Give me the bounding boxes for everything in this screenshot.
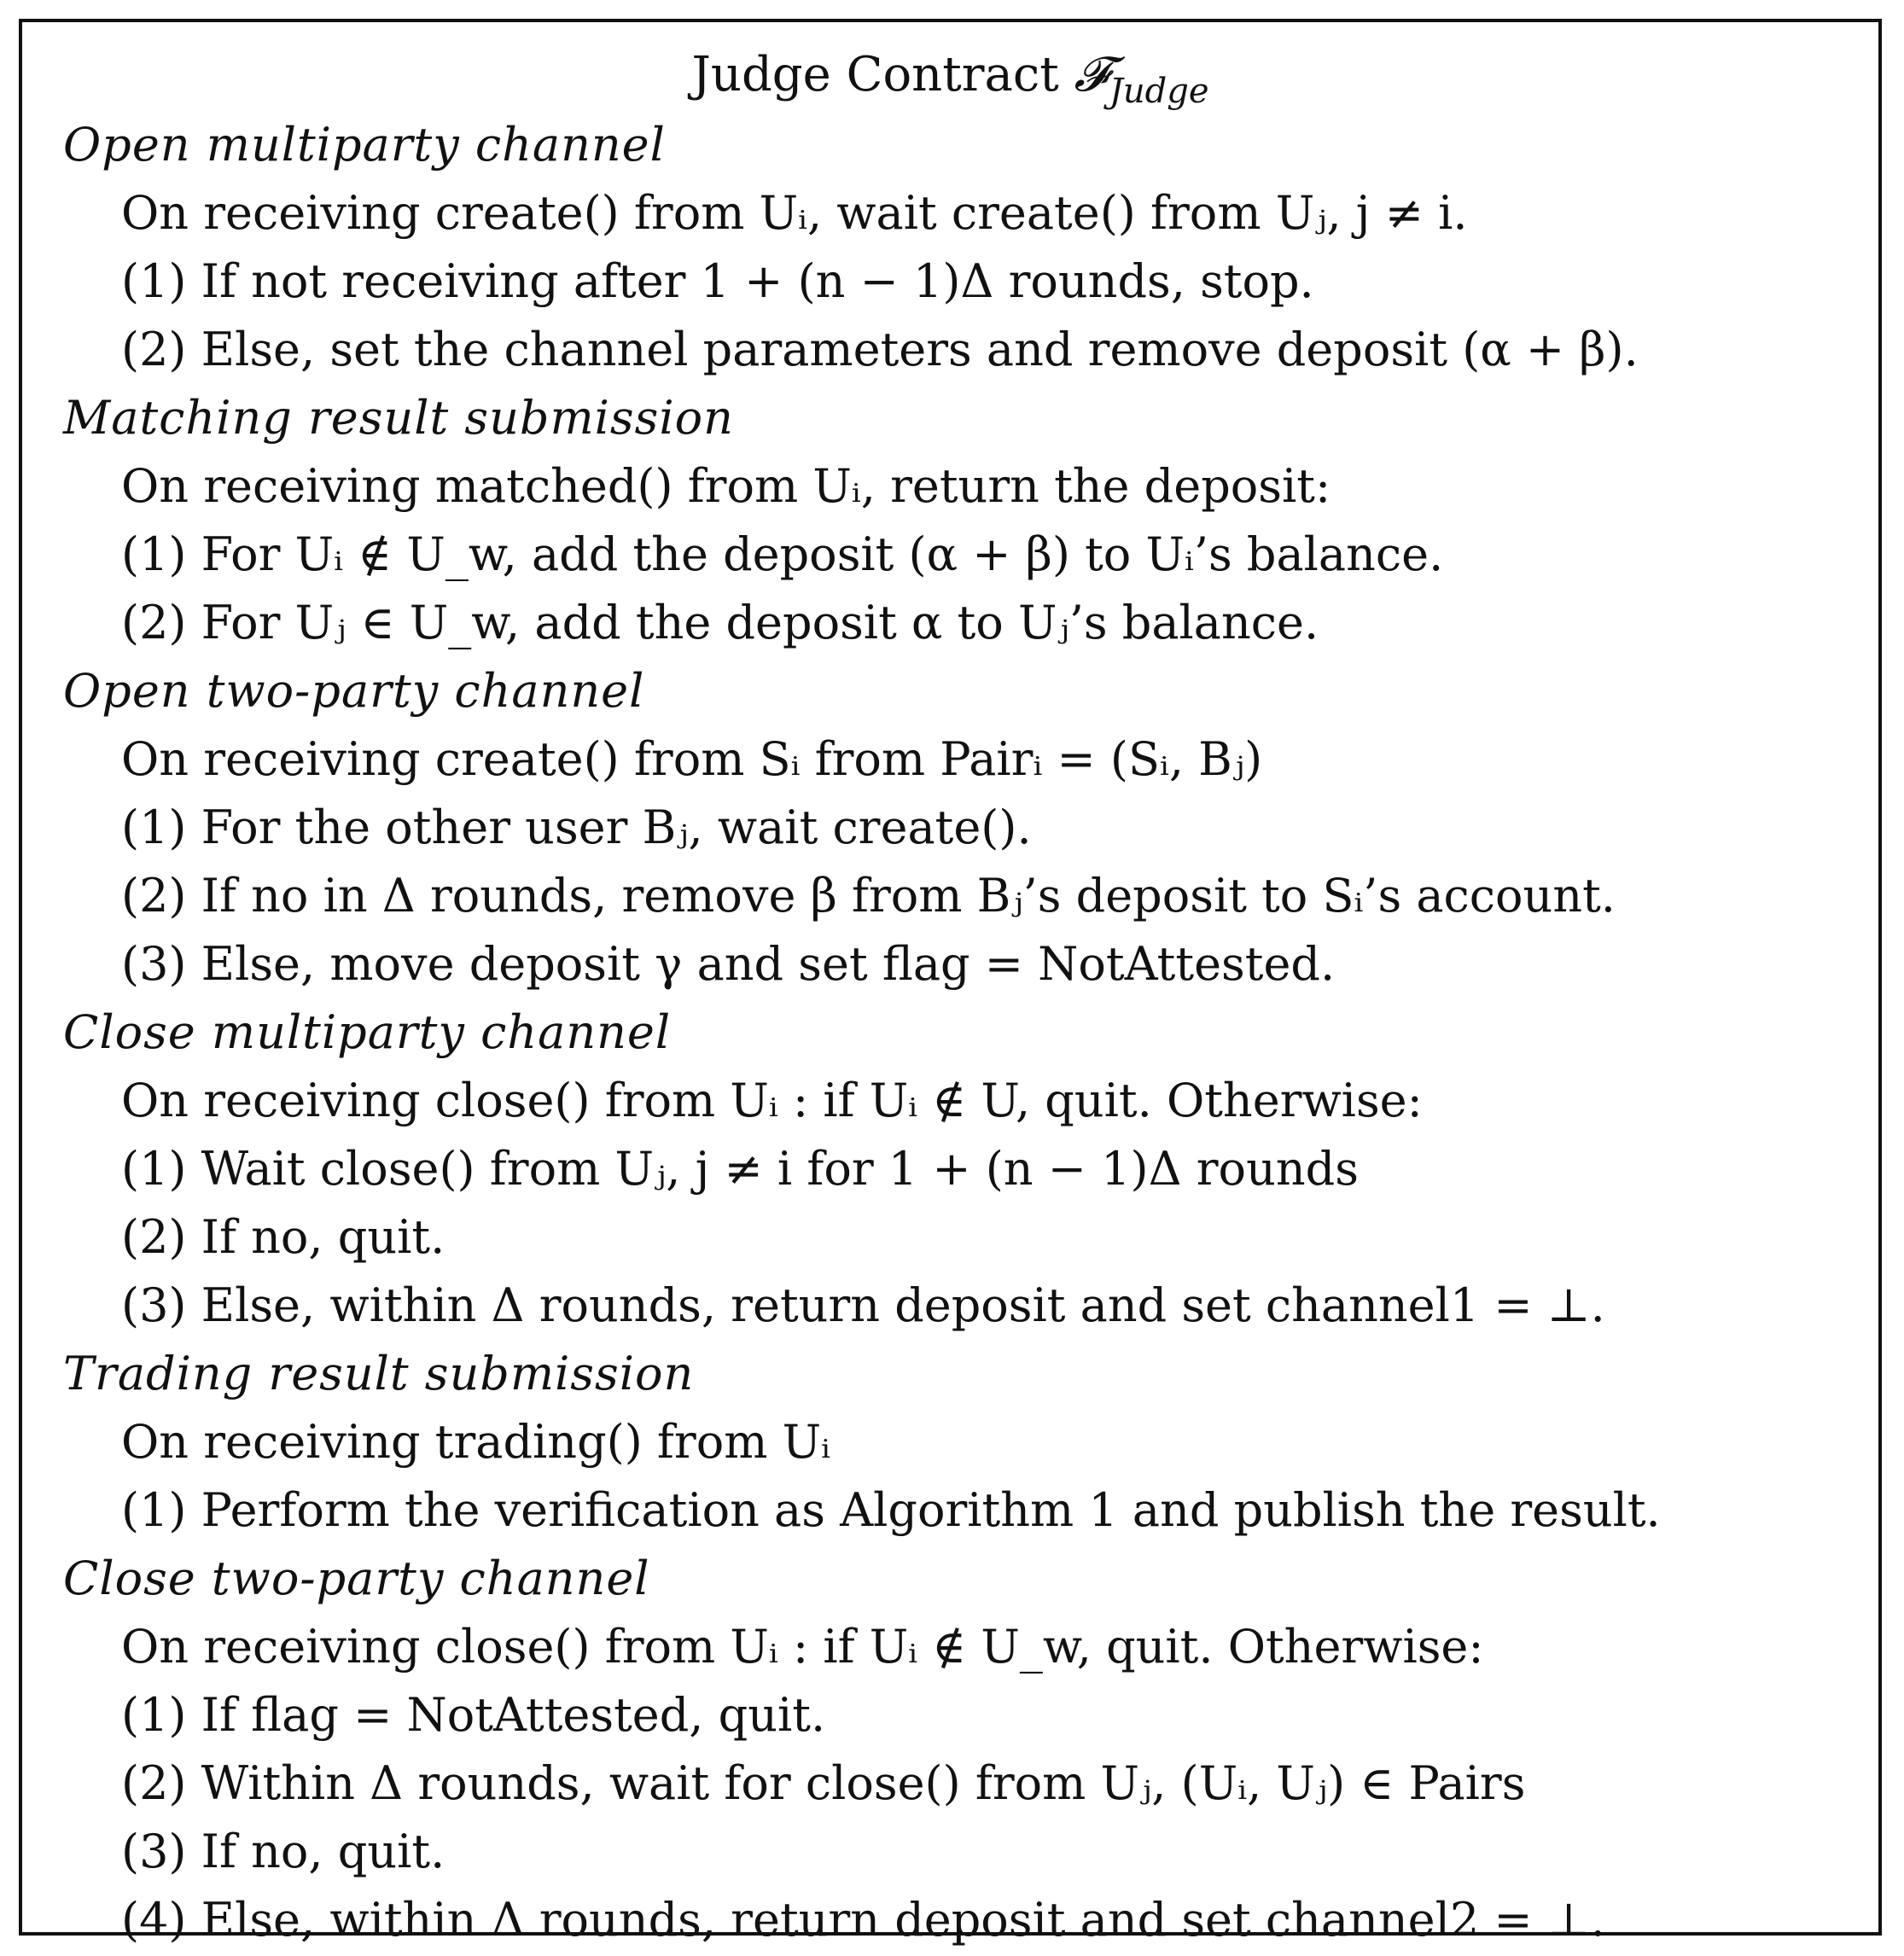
step-line: On receiving trading() from Uᵢ (121, 1415, 830, 1469)
step-line: (1) For Uᵢ ∉ U_w, add the deposit (α + β) to Uᵢ’s balance. (121, 527, 1444, 581)
step-line: (2) Else, set the channel parameters and remove deposit (α + β). (121, 323, 1639, 376)
step-line: (2) For Uⱼ ∈ U_w, add the deposit α to Uⱼ’s balance. (121, 596, 1319, 649)
section-heading: Matching result submission (63, 391, 734, 445)
title-subscript: Judge (1109, 72, 1209, 111)
step-line: (1) If flag = NotAttested, quit. (121, 1688, 826, 1742)
section-heading: Close multiparty channel (63, 1005, 672, 1059)
step-line: (1) If not receiving after 1 + (n − 1)Δ rounds, stop. (121, 254, 1314, 308)
step-line: (3) Else, within Δ rounds, return deposit and set channel1 = ⊥. (121, 1278, 1605, 1332)
step-line: On receiving matched() from Uᵢ, return the deposit: (121, 459, 1331, 513)
step-line: On receiving create() from Uᵢ, wait create() from Uⱼ, j ≠ i. (121, 186, 1468, 240)
contract-box (19, 19, 1882, 1947)
step-line: On receiving close() from Uᵢ : if Uᵢ ∉ U, quit. Otherwise: (121, 1074, 1423, 1127)
section-heading: Open multiparty channel (63, 118, 666, 172)
contract-body (63, 111, 1861, 1954)
step-line: (1) For the other user Bⱼ, wait create(). (121, 800, 1032, 854)
step-line: On receiving create() from Sᵢ from Pairᵢ = (Sᵢ, Bⱼ) (121, 732, 1263, 786)
step-line: (2) Within Δ rounds, wait for close() from Uⱼ, (Uᵢ, Uⱼ) ∈ Pairs (121, 1756, 1526, 1810)
step-line: (1) Perform the verification as Algorithm 1 and publish the result. (121, 1483, 1661, 1537)
step-line: (3) If no, quit. (121, 1825, 445, 1878)
section-heading: Trading result submission (63, 1347, 695, 1400)
title-symbol: 𝓕 (1074, 47, 1109, 102)
step-line: (3) Else, move deposit γ and set flag = NotAttested. (121, 937, 1336, 991)
section-heading: Open two-party channel (63, 664, 645, 718)
step-line: On receiving close() from Uᵢ : if Uᵢ ∉ U_w, quit. Otherwise: (121, 1620, 1484, 1674)
title-text: Judge Contract (691, 47, 1074, 102)
step-line: (2) If no in Δ rounds, remove β from Bⱼ’s deposit to Sᵢ’s account. (121, 869, 1616, 923)
step-line: (4) Else, within Δ rounds, return deposit and set channel2 = ⊥. (121, 1893, 1605, 1947)
step-line: (2) If no, quit. (121, 1210, 445, 1264)
step-line: (1) Wait close() from Uⱼ, j ≠ i for 1 + (n − 1)Δ rounds (121, 1142, 1359, 1196)
section-heading: Close two-party channel (63, 1551, 650, 1605)
